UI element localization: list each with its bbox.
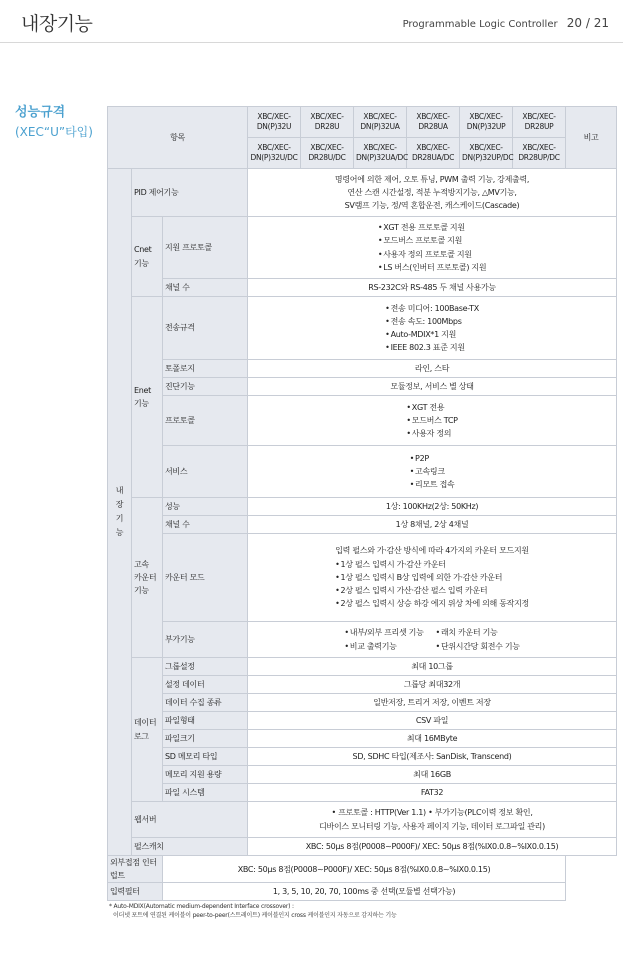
list-item: • IEEE 802.3 표준 지원	[385, 341, 479, 354]
list-item: • 고속링크	[410, 465, 455, 478]
row-value: XBC: 50μs 8점(P0008~P000F)/ XEC: 50μs 8점(%IX0.0.8~%IX0.0.15)	[248, 838, 617, 856]
row-label: 웹서버	[132, 802, 248, 838]
row-value: 라인, 스타	[248, 360, 617, 378]
document-header	[403, 16, 609, 30]
row-label: PID 제어기능	[132, 169, 248, 217]
row-label: 파일 시스템	[163, 784, 248, 802]
row-label: 데이터 수집 종류	[163, 694, 248, 712]
section-subtitle: (XEC“U”타입)	[15, 125, 93, 139]
group-label-builtin: 내 장 기 능	[108, 169, 132, 856]
list-item: • 단위시간당 회전수 기능	[436, 640, 520, 653]
row-value	[248, 534, 617, 622]
row-label: 지원 프로토콜	[163, 217, 248, 279]
row-value: 1상: 100KHz(2상: 50KHz)	[248, 498, 617, 516]
footnote	[109, 902, 397, 920]
model-header: XBC/XEC- DN(P)32UA/DC	[354, 138, 407, 169]
list-item: • 1상 펄스 입력시 가·감산 카운터	[335, 558, 529, 571]
list-item: • 1상 펄스 입력시 B상 입력에 의한 가·감산 카운터	[335, 571, 529, 584]
row-value: FAT32	[248, 784, 617, 802]
row-value: SD, SDHC 타입(제조사: SanDisk, Transcend)	[248, 748, 617, 766]
footnote-line: 이더넷 포트에 연결된 케이블이 peer-to-peer(스트레이트) 케이블인지 cross 케이블인지 자동으로 감지하는 기능	[113, 912, 397, 919]
list-item: • XGT 전용	[406, 401, 457, 414]
row-label: 외부접점 인터럽트	[108, 856, 163, 883]
row-label: 설정 데이터	[163, 676, 248, 694]
list-item: • Auto-MDIX*1 지원	[385, 328, 479, 341]
row-value	[248, 217, 617, 279]
list-item: • 모드버스 프로토콜 지원	[378, 234, 486, 247]
row-value	[248, 622, 617, 658]
row-value: 일반저장, 트리거 저장, 이벤트 저장	[248, 694, 617, 712]
model-header: XBC/XEC- DR28U/DC	[301, 138, 354, 169]
model-header: XBC/XEC- DR28UA/DC	[407, 138, 460, 169]
row-label: SD 메모리 타입	[163, 748, 248, 766]
model-header: XBC/XEC- DR28UA	[407, 107, 460, 138]
group-label-datalog: 데이터 로그	[132, 658, 163, 802]
row-label: 메모리 지원 용량	[163, 766, 248, 784]
model-header: XBC/XEC- DN(P)32UP/DC	[460, 138, 513, 169]
row-value: 1, 3, 5, 10, 20, 70, 100ms 중 선택(모듈별 선택가능)	[163, 883, 566, 901]
list-item: • XGT 전용 프로토콜 지원	[378, 221, 486, 234]
model-header: XBC/XEC- DN(P)32UA	[354, 107, 407, 138]
row-label: 그룹설정	[163, 658, 248, 676]
model-header: XBC/XEC- DN(P)32U	[248, 107, 301, 138]
list-item: • 2상 펄스 입력시 상승 하강 에지 위상 차에 의해 동작지정	[335, 597, 529, 610]
row-label: 부가기능	[163, 622, 248, 658]
row-value: 최대 16GB	[248, 766, 617, 784]
item-header: 항목	[108, 107, 248, 169]
model-header: XBC/XEC- DN(P)32UP	[460, 107, 513, 138]
footnote-line: * Auto-MDIX(Automatic medium-dependent Interface crossover) :	[109, 903, 294, 910]
list-item: • 비교 출력기능	[344, 640, 423, 653]
row-label: 카운터 모드	[163, 534, 248, 622]
row-label: 입력필터	[108, 883, 163, 901]
list-item: • 래치 카운터 기능	[436, 626, 520, 639]
row-label: 토폴로지	[163, 360, 248, 378]
row-label: 진단기능	[163, 378, 248, 396]
list-item: • 모드버스 TCP	[406, 414, 457, 427]
row-label: 프로토콜	[163, 396, 248, 446]
list-item: • 2상 펄스 입력시 가산·감산 펄스 입력 카운터	[335, 584, 529, 597]
list-item: • 내부/외부 프리셋 기능	[344, 626, 423, 639]
page-number: 20 / 21	[566, 16, 609, 30]
row-value: RS-232C와 RS-485 두 채널 사용가능	[248, 279, 617, 297]
list-item: • P2P	[410, 452, 455, 465]
row-value	[248, 297, 617, 360]
list-item: • LS 버스(인버터 프로토콜) 지원	[378, 261, 486, 274]
row-value: XBC: 50μs 8점(P0008~P000F)/ XEC: 50μs 8점(%IX0.0.8~%IX0.0.15)	[163, 856, 566, 883]
row-label: 파일크기	[163, 730, 248, 748]
list-item: • 사용자 정의	[406, 427, 457, 440]
spec-table	[107, 106, 617, 901]
model-header: XBC/XEC- DR28U	[301, 107, 354, 138]
row-value: 최대 16MByte	[248, 730, 617, 748]
row-value: • 프로토콜 : HTTP(Ver 1.1) • 부가기능(PLC이력 정보 확인, 디바이스 모니터링 기능, 사용자 페이지 기능, 데이터 로그파일 관리)	[248, 802, 617, 838]
row-label: 성능	[163, 498, 248, 516]
list-item: • 전송 속도: 100Mbps	[385, 315, 479, 328]
row-label: 채널 수	[163, 516, 248, 534]
model-header: XBC/XEC- DR28UP	[513, 107, 566, 138]
list-item: • 사용자 정의 프로토콜 지원	[378, 248, 486, 261]
row-value: 명령어에 의한 제어, 오토 튜닝, PWM 출력 기능, 강제출력, 연산 스캔 시간설정, 적분 누적방지기능, △MV기능, SV램프 기능, 정/역 혼합운전, 캐스케이드(Cascade)	[248, 169, 617, 217]
row-value: 모듈정보, 서비스 별 상태	[248, 378, 617, 396]
group-label-enet: Enet 기능	[132, 297, 163, 498]
row-value: 그룹당 최대32개	[248, 676, 617, 694]
mode-intro: 입력 펄스와 가·감산 방식에 따라 4가지의 카운터 모드지원	[335, 546, 529, 556]
row-value	[248, 396, 617, 446]
list-item: • 전송 미디어: 100Base-TX	[385, 302, 479, 315]
group-label-counter: 고속 카운터 기능	[132, 498, 163, 658]
remark-header: 비고	[566, 107, 617, 169]
row-label: 파일형태	[163, 712, 248, 730]
doc-name: Programmable Logic Controller	[402, 19, 558, 30]
header-divider	[0, 42, 623, 43]
model-header: XBC/XEC- DR28UP/DC	[513, 138, 566, 169]
page-title: 내장기능	[21, 13, 93, 35]
row-value: CSV 파일	[248, 712, 617, 730]
row-value: 1상 8채널, 2상 4채널	[248, 516, 617, 534]
row-label: 채널 수	[163, 279, 248, 297]
group-label-cnet: Cnet 기능	[132, 217, 163, 297]
model-header: XBC/XEC- DN(P)32U/DC	[248, 138, 301, 169]
row-value: 최대 10그룹	[248, 658, 617, 676]
row-label: 펄스캐치	[132, 838, 248, 856]
row-label: 서비스	[163, 446, 248, 498]
row-value	[248, 446, 617, 498]
section-title: 성능규격	[15, 105, 66, 120]
row-label: 전송규격	[163, 297, 248, 360]
list-item: • 리모트 접속	[410, 478, 455, 491]
